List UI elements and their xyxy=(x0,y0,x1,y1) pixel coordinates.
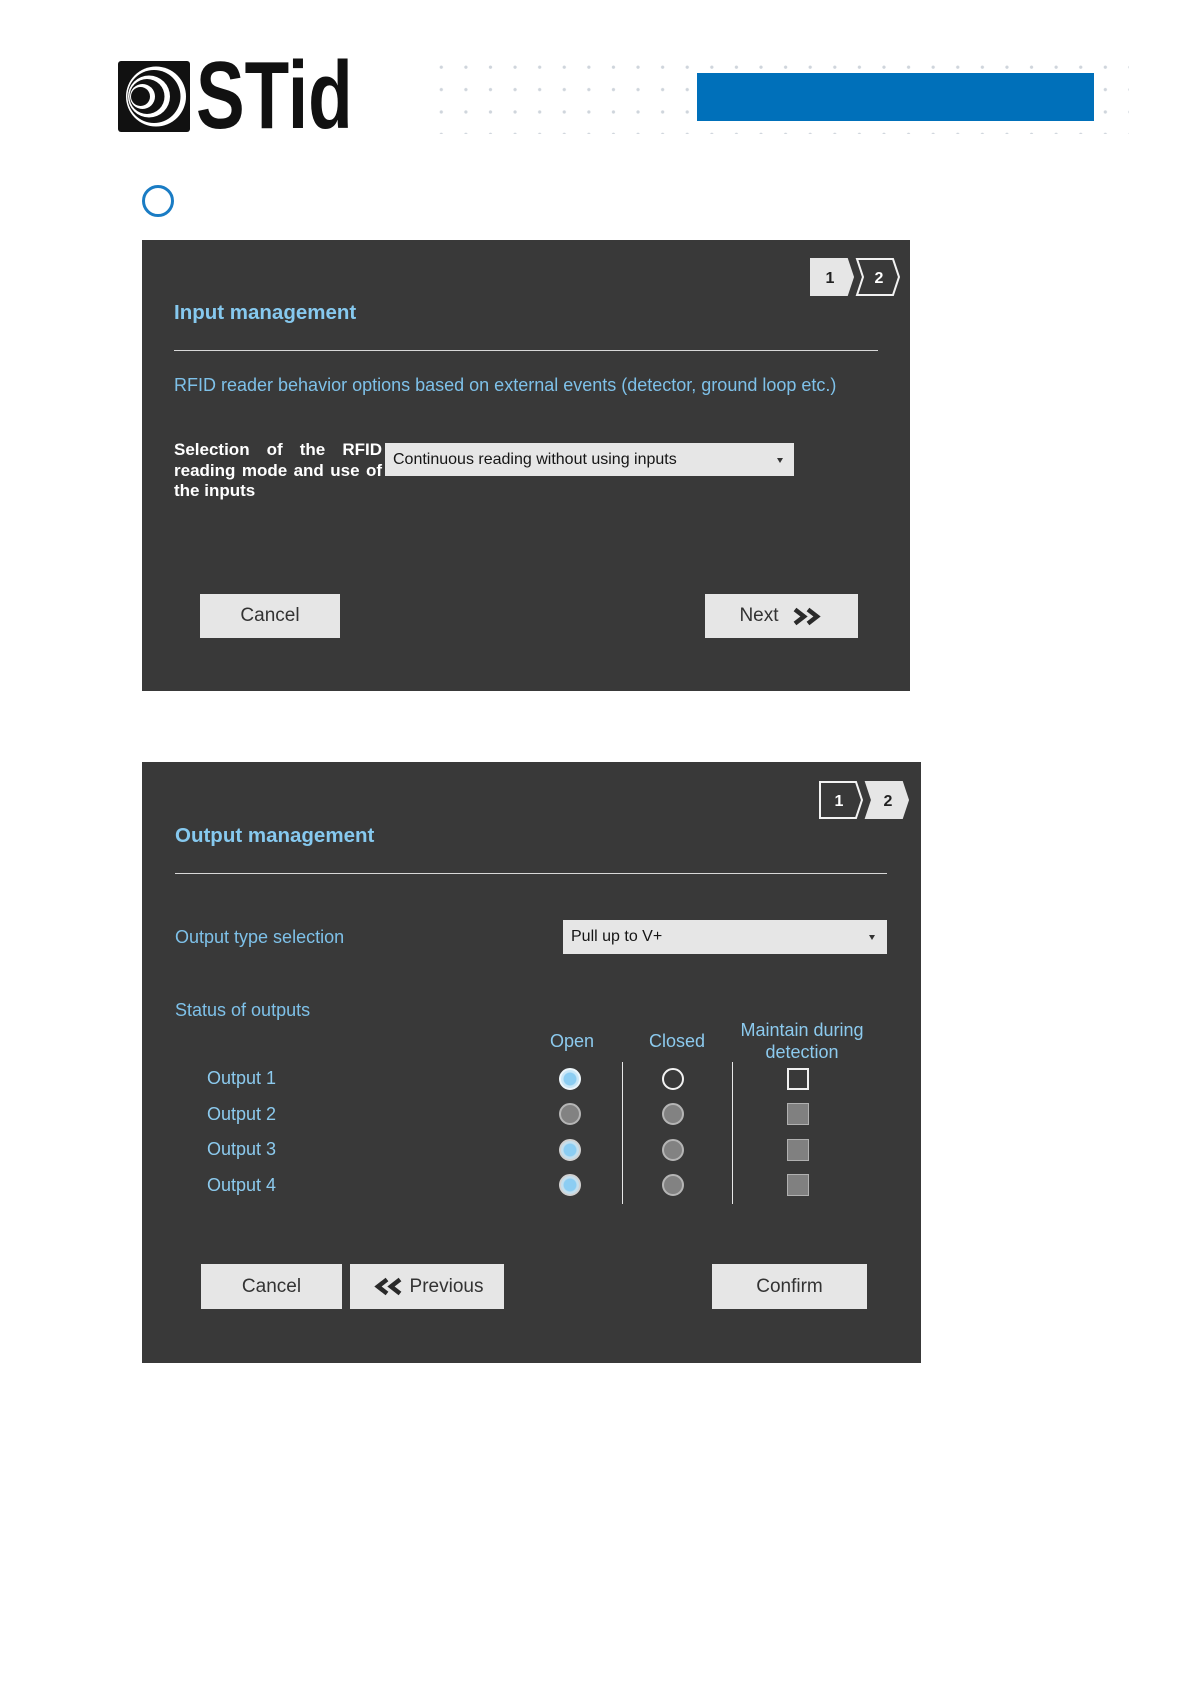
output-status-list xyxy=(142,1061,921,1203)
output-label: Output 2 xyxy=(207,1103,277,1124)
column-header-open: Open xyxy=(549,1031,595,1051)
logo-wordmark: STid xyxy=(196,42,353,149)
step-2-number: 2 xyxy=(874,270,884,287)
step-1 xyxy=(811,259,853,295)
reading-mode-label: Selection of the RFID reading mode and use of the inputs xyxy=(174,440,382,500)
circle-outline-icon xyxy=(142,185,174,217)
output-open-radio[interactable] xyxy=(559,1174,581,1196)
output-open-radio[interactable] xyxy=(559,1068,581,1090)
output-label: Output 1 xyxy=(207,1068,277,1088)
output-row xyxy=(142,1168,921,1204)
output-maintain-checkbox[interactable] xyxy=(787,1103,809,1125)
output-closed-radio[interactable] xyxy=(662,1103,684,1125)
step-1 xyxy=(820,782,862,818)
stid-logo-icon xyxy=(118,61,190,132)
cancel-button[interactable] xyxy=(201,1264,342,1309)
output-type-label: Output type selection xyxy=(175,927,345,947)
step-2 xyxy=(866,782,908,818)
panel-title: Output management xyxy=(175,824,375,847)
status-of-outputs-label: Status of outputs xyxy=(175,1000,311,1020)
output-type-value: Pull up to V+ xyxy=(571,928,663,945)
title-divider xyxy=(175,873,887,874)
title-divider xyxy=(174,350,878,351)
output-maintain-checkbox[interactable] xyxy=(787,1174,809,1196)
output-open-radio[interactable] xyxy=(559,1139,581,1161)
reading-mode-value: Continuous reading without using inputs xyxy=(393,450,677,468)
panel-description: RFID reader behavior options based on external events (detector, ground loop etc.) xyxy=(174,375,837,395)
output-closed-radio[interactable] xyxy=(662,1139,684,1161)
output-type-select[interactable] xyxy=(563,920,887,954)
cancel-button-label: Cancel xyxy=(241,1275,302,1297)
output-row xyxy=(142,1132,921,1168)
header-banner xyxy=(697,73,1094,121)
output-closed-radio[interactable] xyxy=(662,1068,684,1090)
confirm-button-label: Confirm xyxy=(756,1275,823,1297)
output-maintain-checkbox[interactable] xyxy=(787,1068,809,1090)
output-management-dialog xyxy=(142,762,921,1363)
cancel-button[interactable] xyxy=(200,594,340,638)
previous-button[interactable] xyxy=(350,1264,504,1309)
caret-down-icon xyxy=(869,935,875,940)
wizard-step-indicator xyxy=(810,258,900,296)
cancel-button-label: Cancel xyxy=(240,605,300,626)
double-chevron-left-icon xyxy=(371,1277,403,1296)
previous-button-label: Previous xyxy=(409,1275,484,1297)
caret-down-icon xyxy=(777,458,783,463)
output-row xyxy=(142,1097,921,1133)
step-2-number: 2 xyxy=(883,793,893,810)
step-1-number: 1 xyxy=(825,270,835,287)
output-label: Output 3 xyxy=(207,1139,277,1159)
reading-mode-select[interactable] xyxy=(385,443,794,476)
output-maintain-checkbox[interactable] xyxy=(787,1139,809,1161)
panel-title: Input management xyxy=(174,301,357,324)
output-row xyxy=(142,1061,921,1097)
output-closed-radio[interactable] xyxy=(662,1174,684,1196)
column-header-closed: Closed xyxy=(648,1031,706,1051)
step-2 xyxy=(857,259,899,295)
output-label: Output 4 xyxy=(207,1174,277,1195)
confirm-button[interactable] xyxy=(712,1264,867,1309)
next-button-label: Next xyxy=(739,605,779,626)
input-management-dialog xyxy=(142,240,910,691)
output-open-radio[interactable] xyxy=(559,1103,581,1125)
double-chevron-right-icon xyxy=(792,607,824,626)
step-1-number: 1 xyxy=(834,793,844,810)
wizard-step-indicator xyxy=(819,781,909,819)
next-button[interactable] xyxy=(705,594,858,638)
column-header-maintain: Maintain during detection xyxy=(740,1020,864,1062)
